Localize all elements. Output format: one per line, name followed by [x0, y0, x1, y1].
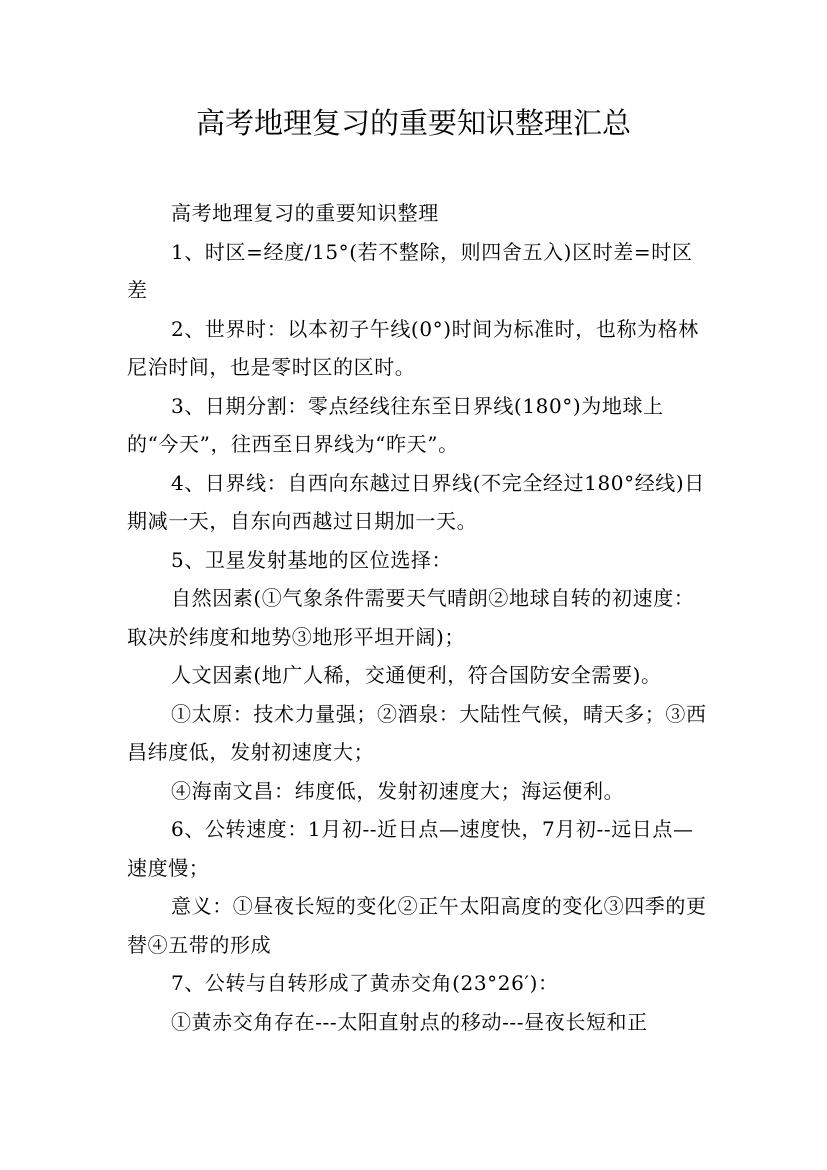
paragraph: ④海南文昌：纬度低，发射初速度大；海运便利。: [171, 778, 625, 803]
paragraph: 自然因素(①气象条件需要天气晴朗②地球自转的初速度：取决於纬度和地势③地形平坦开阔)；: [127, 586, 695, 649]
paragraph: 5、卫星发射基地的区位选择：: [171, 547, 453, 572]
paragraph: 4、日界线：自西向东越过日界线(不完全经过180°经线)日期减一天，自东向西越过日期加一天。: [127, 470, 705, 533]
document-title: 高考地理复习的重要知识整理汇总: [195, 106, 631, 140]
paragraph: ①太原：技术力量强；②酒泉：大陆性气候，晴天多；③西昌纬度低，发射初速度大；: [127, 701, 707, 764]
paragraph: ①黄赤交角存在---太阳直射点的移动---昼夜长短和正: [171, 1009, 648, 1034]
paragraph: 高考地理复习的重要知识整理: [171, 201, 439, 225]
paragraph: 7、公转与自转形成了黄赤交角(23°26′)：: [171, 971, 559, 995]
paragraph: 6、公转速度：1月初--近日点—速度快，7月初--远日点—速度慢；: [127, 817, 694, 880]
paragraph: 人文因素(地广人稀，交通便利，符合国防安全需要)。: [171, 663, 662, 687]
paragraph: 意义：①昼夜长短的变化②正午太阳高度的变化③四季的更替④五带的形成: [127, 894, 707, 957]
paragraph: 2、世界时：以本初子午线(0°)时间为标准时，也称为格林尼治时间，也是零时区的区时。: [127, 316, 699, 379]
paragraph: 3、日期分割：零点经线往东至日界线(180°)为地球上的“今天”，往西至日界线为“昨天”。: [127, 393, 664, 456]
document-body: [127, 194, 707, 1041]
paragraph: 1、时区=经度/15°(若不整除，则四舍五入)区时差=时区差: [127, 239, 693, 302]
